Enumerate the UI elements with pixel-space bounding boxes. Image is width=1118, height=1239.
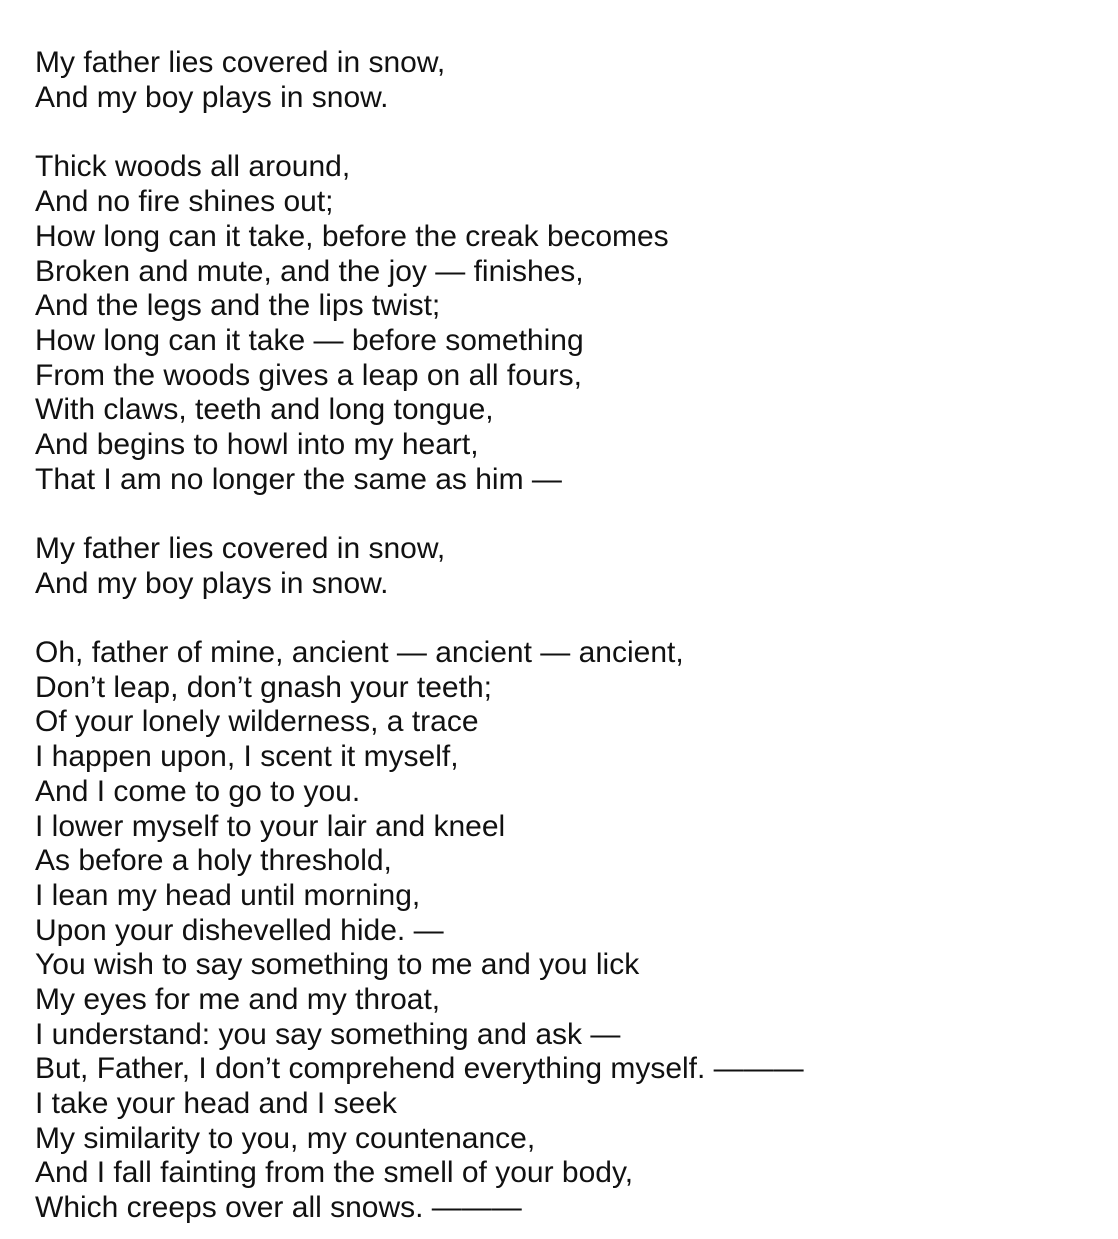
poem-line: As before a holy threshold,: [35, 844, 392, 878]
poem-line: Thick woods all around,: [35, 150, 351, 184]
poem-line: And my boy plays in snow.: [35, 81, 389, 115]
poem-line: How long can it take, before the creak becomes: [35, 219, 669, 253]
poem-line: Which creeps over all snows. ———: [35, 1191, 522, 1225]
poem-line: Oh, father of mine, ancient — ancient — ancient,: [35, 636, 684, 670]
poem-line: From the woods gives a leap on all fours,: [35, 358, 582, 392]
poem-line: I happen upon, I scent it myself,: [35, 740, 459, 774]
poem-line: You wish to say something to me and you lick: [35, 948, 640, 982]
poem-text: [35, 0, 1095, 1226]
poem-line: And I fall fainting from the smell of your body,: [35, 1156, 634, 1190]
poem-line: My similarity to you, my countenance,: [35, 1121, 536, 1155]
poem-line: Of your lonely wilderness, a trace: [35, 705, 479, 739]
poem-line: With claws, teeth and long tongue,: [35, 393, 494, 427]
poem-line: I understand: you say something and ask —: [35, 1017, 621, 1051]
poem-line: I lower myself to your lair and kneel: [35, 809, 506, 843]
poem-line: And no fire shines out;: [35, 185, 334, 219]
poem-line: And begins to howl into my heart,: [35, 427, 479, 461]
poem-line: My father lies covered in snow,: [35, 532, 446, 565]
poem-line: My father lies covered in snow,: [35, 46, 446, 80]
poem-line: Upon your dishevelled hide. —: [35, 913, 444, 947]
poem-line: And the legs and the lips twist;: [35, 289, 441, 323]
poem-line: But, Father, I don’t comprehend everything myself. ———: [35, 1052, 804, 1086]
poem-line-blank: [35, 12, 1095, 47]
poem-line: I lean my head until morning,: [35, 878, 421, 912]
poem-line: And my boy plays in snow.: [35, 566, 389, 600]
poem-line: And I come to go to you.: [35, 774, 361, 808]
poem-line-blank: [35, 116, 1095, 151]
poem-line: That I am no longer the same as him —: [35, 462, 562, 496]
poem-line-blank: [35, 0, 1095, 12]
poem-line-blank: [35, 601, 1095, 636]
poem-line: How long can it take — before something: [35, 323, 584, 357]
poem-line: Broken and mute, and the joy — finishes,: [35, 254, 584, 288]
poem-line: My eyes for me and my throat,: [35, 982, 441, 1016]
poem-line: Don’t leap, don’t gnash your teeth;: [35, 670, 492, 704]
poem-line-blank: [35, 497, 1095, 532]
poem-line: I take your head and I seek: [35, 1087, 397, 1120]
